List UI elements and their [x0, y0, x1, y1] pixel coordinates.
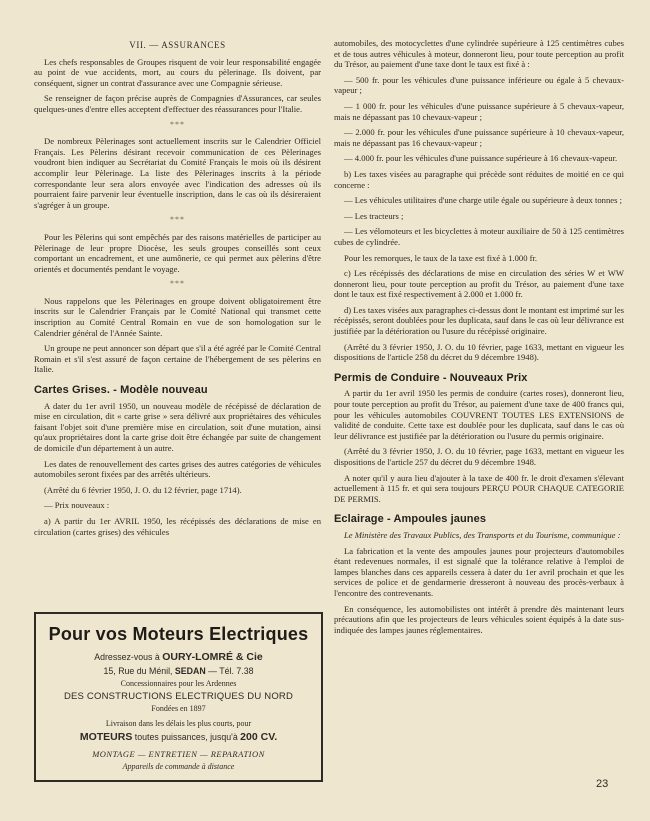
ad-address-line	[42, 666, 315, 676]
reference-257: (Arrêté du 3 février 1950, J. O. du 10 février, page 1633, mettant en vigueur les dispositions de l'article 257 du décret du 9 décembre 1948.	[334, 446, 624, 467]
consequence-paragraph: En conséquence, les automobilistes ont intérêt à prendre dès maintenant leurs précautions afin que les projecteurs de leurs véhicules soient équipés à la date sus-indiquée des lampes jaunes réglementaires.	[334, 603, 624, 635]
assurances-paragraph-2: Se renseigner de façon précise auprès de Compagnies d'Assurances, car seules quelques-unes d'entre elles acceptent d'effectuer des réassurances pour l'Italie.	[34, 93, 321, 114]
paragraph-b: b) Les taxes visées au paragraphe qui précède sont réduites de moitié en ce qui concerne :	[334, 168, 624, 190]
right-column	[334, 38, 624, 640]
ad-livraison: Livraison dans les délais les plus courts, pour	[105, 719, 252, 728]
ministere-line: Le Ministère des Travaux Publics, des Transports et du Tourisme, communique :	[344, 529, 621, 540]
paragraph-c: c) Les récépissés des déclarations de mise en circulation des séries W et WW donneront lieu, pour toute perception au profit du Trésor, au paiement d'une taxe dont le taux est fixé respectivement à 2.000 et 1.000 fr.	[334, 268, 624, 300]
groupe-paragraph: Un groupe ne peut annoncer son départ que s'il a été agréé par le Comité Central Romain et s'il s'est assuré de façon certaine de l'hébergement de ses pèlerins en Italie.	[34, 343, 321, 375]
cartes-continuation: automobiles, des motocyclettes d'une cylindrée supérieure à 125 centimètres cubes et de tous autres véhicules à moteur, donneront lieu, pour toute perception au profit du Trésor, au paiement d'une taxe dont le taux est fixé à :	[334, 38, 624, 70]
page-number: 23	[596, 778, 609, 790]
prix-a-paragraph: a) A partir du 1er AVRIL 1950, les récépissés des déclarations de mise en circulation (cartes grises) des véhicules	[34, 515, 321, 537]
separator-stars: ***	[170, 119, 185, 129]
ad-addr-prefix: Adressez-vous à	[94, 652, 160, 662]
cartes-paragraph-2: Les dates de renouvellement des cartes grises des autres catégories de véhicules automobiles seront fixées par des arrêtés ultérieurs.	[34, 458, 321, 480]
ad-appareils: Appareils de commande à distance	[122, 762, 235, 771]
ad-moteurs: MOTEURS	[79, 731, 133, 743]
ad-town: SEDAN	[174, 666, 206, 676]
empeches-paragraph: Pour les Pèlerins qui sont empêchés par des raisons matérielles de participer au Pèlerinage de leur propre Diocèse, les seuls groupes conseillés sont ceux comportant un encadrement, et une aumônerie, ce qui permet aux pèlerins d'être orientés et documentés pendant le voyage.	[34, 231, 321, 274]
taux-item: — 4.000 fr. pour les véhicules d'une puissance supérieure à 16 chevaux-vapeur.	[344, 153, 618, 164]
ad-fondees: Fondées en 1897	[151, 704, 206, 713]
ad-company: OURY-LOMRÉ & Cie	[162, 651, 263, 663]
prix-nouveaux: — Prix nouveaux :	[44, 500, 110, 511]
taux-item: — 2.000 fr. pour les véhicules d'une puissance supérieure à 10 chevaux-vapeur, mais ne dépassant pas 16 chevaux-vapeur ;	[334, 127, 624, 148]
left-column	[34, 40, 321, 542]
ad-company-line	[42, 651, 315, 663]
ad-moteurs-cv: 200 CV.	[240, 731, 278, 743]
ad-moteurs-line	[42, 731, 315, 743]
reference-258: (Arrêté du 3 février 1950, J. O. du 10 février, page 1633, mettant en vigueur les dispositions de l'article 258 du décret du 9 décembre 1948).	[334, 341, 624, 363]
ad-concession: Concessionnaires pour les Ardennes	[120, 679, 237, 688]
remorques-paragraph: Pour les remorques, le taux de la taxe est fixé à 1.000 fr.	[344, 252, 538, 263]
assurances-paragraph-1: Les chefs responsables de Groupes risquent de voir leur responsabilité engagée au point de vue accidents, mort, au cours du pèlerinage. Ils doivent, par conséquent, signer un contrat d'assurance avec une Compagnie sérieuse.	[34, 56, 321, 88]
ad-title: Pour vos Moteurs Electriques	[48, 624, 309, 644]
cartes-paragraph-1: A dater du 1er avril 1950, un nouveau modèle de récépissé de déclaration de mise en circulation, dit « carte grise » sera délivré aux propriétaires des véhicules faisant l'objet soit d'une première mise en circulation, soit d'une mutation, ainsi qu'aux propriétaires dont la carte grise doit être échangée par suite de changement de domicile d'un département à un autre.	[34, 400, 321, 453]
b-item: — Les tracteurs ;	[344, 210, 404, 221]
advertisement-box	[34, 612, 323, 782]
noter-paragraph: A noter qu'il y aura lieu d'ajouter à la taxe de 400 fr. le droit d'examen s'élevant actuellement à 115 fr. et qui sera toujours PERÇU POUR CHAQUE CATEGORIE DE PERMIS.	[334, 472, 624, 504]
fabrication-paragraph: La fabrication et la vente des ampoules jaunes pour projecteurs d'automobiles étant redevenues normales, il est signalé que la tolérance relative à l'emploi de lampes blanches dans ces appareils cessera à dater du 1er avril prochain et que les services de police et de gendarmerie dresseront à nouveau des procès-verbaux à l'encontre des contrevenants.	[334, 545, 624, 598]
paragraph-d: d) Les taxes visées aux paragraphes ci-dessus dont le montant est imprimé sur les récépissés, seront doublées pour les duplicata, sauf dans le cas où leur délivrance est justifiée par la détérioration ou l'usure du récépissé originaire.	[334, 304, 624, 337]
cartes-reference: (Arrêté du 6 février 1950, J. O. du 12 février, page 1714).	[44, 484, 242, 495]
eclairage-heading: Eclairage - Ampoules jaunes	[334, 513, 487, 526]
permis-paragraph: A partir du 1er avril 1950 les permis de conduire (cartes roses), donneront lieu, pour toute perception au profit du Trésor, au paiement d'une taxe de 400 francs qui, pour les véhicules automobiles COUVRENT TOUTES LES EXTENSIONS de validité de conduite. Cette taxe est doublée pour les duplicata, sauf dans le cas où leur délivrance est justifiée par la détérioration ou l'usure du permis originaire.	[334, 388, 624, 441]
section-title-assurances: VII. — ASSURANCES	[129, 40, 226, 50]
rappelons-paragraph: Nous rappelons que les Pèlerinages en groupe doivent obligatoirement être inscrits sur le Calendrier Français par le Comité National qui transmet cette inscription au Comité Central Romain en vue de son homologation sur le Calendrier général de l'Année Sainte.	[34, 295, 321, 338]
permis-heading: Permis de Conduire - Nouveaux Prix	[334, 371, 528, 384]
separator-stars: ***	[170, 279, 185, 289]
ad-address: 15, Rue du Ménil,	[103, 666, 173, 676]
separator-stars: ***	[170, 215, 185, 225]
b-item: — Les vélomoteurs et les bicyclettes à moteur auxiliaire de 50 à 125 centimètres cubes de cylindrée.	[334, 226, 624, 247]
taux-item: — 1 000 fr. pour les véhicules d'une puissance supérieure à 5 chevaux-vapeur, mais ne dépassant pas 10 chevaux-vapeur ;	[334, 100, 624, 122]
ad-moteurs-mid: toutes puissances, jusqu'à	[134, 732, 238, 742]
ad-constructions: DES CONSTRUCTIONS ELECTRIQUES DU NORD	[63, 691, 294, 702]
ad-tel: — Tél. 7.38	[208, 666, 254, 676]
b-item: — Les véhicules utilitaires d'une charge utile égale ou supérieure à deux tonnes ;	[344, 195, 622, 206]
cartes-grises-heading: Cartes Grises. - Modèle nouveau	[34, 384, 208, 397]
ad-services: MONTAGE — ENTRETIEN — REPARATION	[92, 749, 265, 759]
pelerinages-paragraph: De nombreux Pèlerinages sont actuellement inscrits sur le Calendrier Officiel Français. Les Pèlerins désirant recevoir communication de ces Pèlerinages voudront bien indiquer au Secrétariat du Comité Français le mois où ils désirent accomplir leur Pèlerinage. La liste des Pèlerinages inscrits à la période correspondante leur sera alors envoyée avec l'indication des adresses où ils pourraient faire parvenir leur éventuelle inscription, dans le cas où ils désireraient s'agréger à un groupe.	[34, 136, 321, 210]
taux-item: — 500 fr. pour les véhicules d'une puissance inférieure ou égale à 5 chevaux-vapeur ;	[334, 74, 624, 96]
